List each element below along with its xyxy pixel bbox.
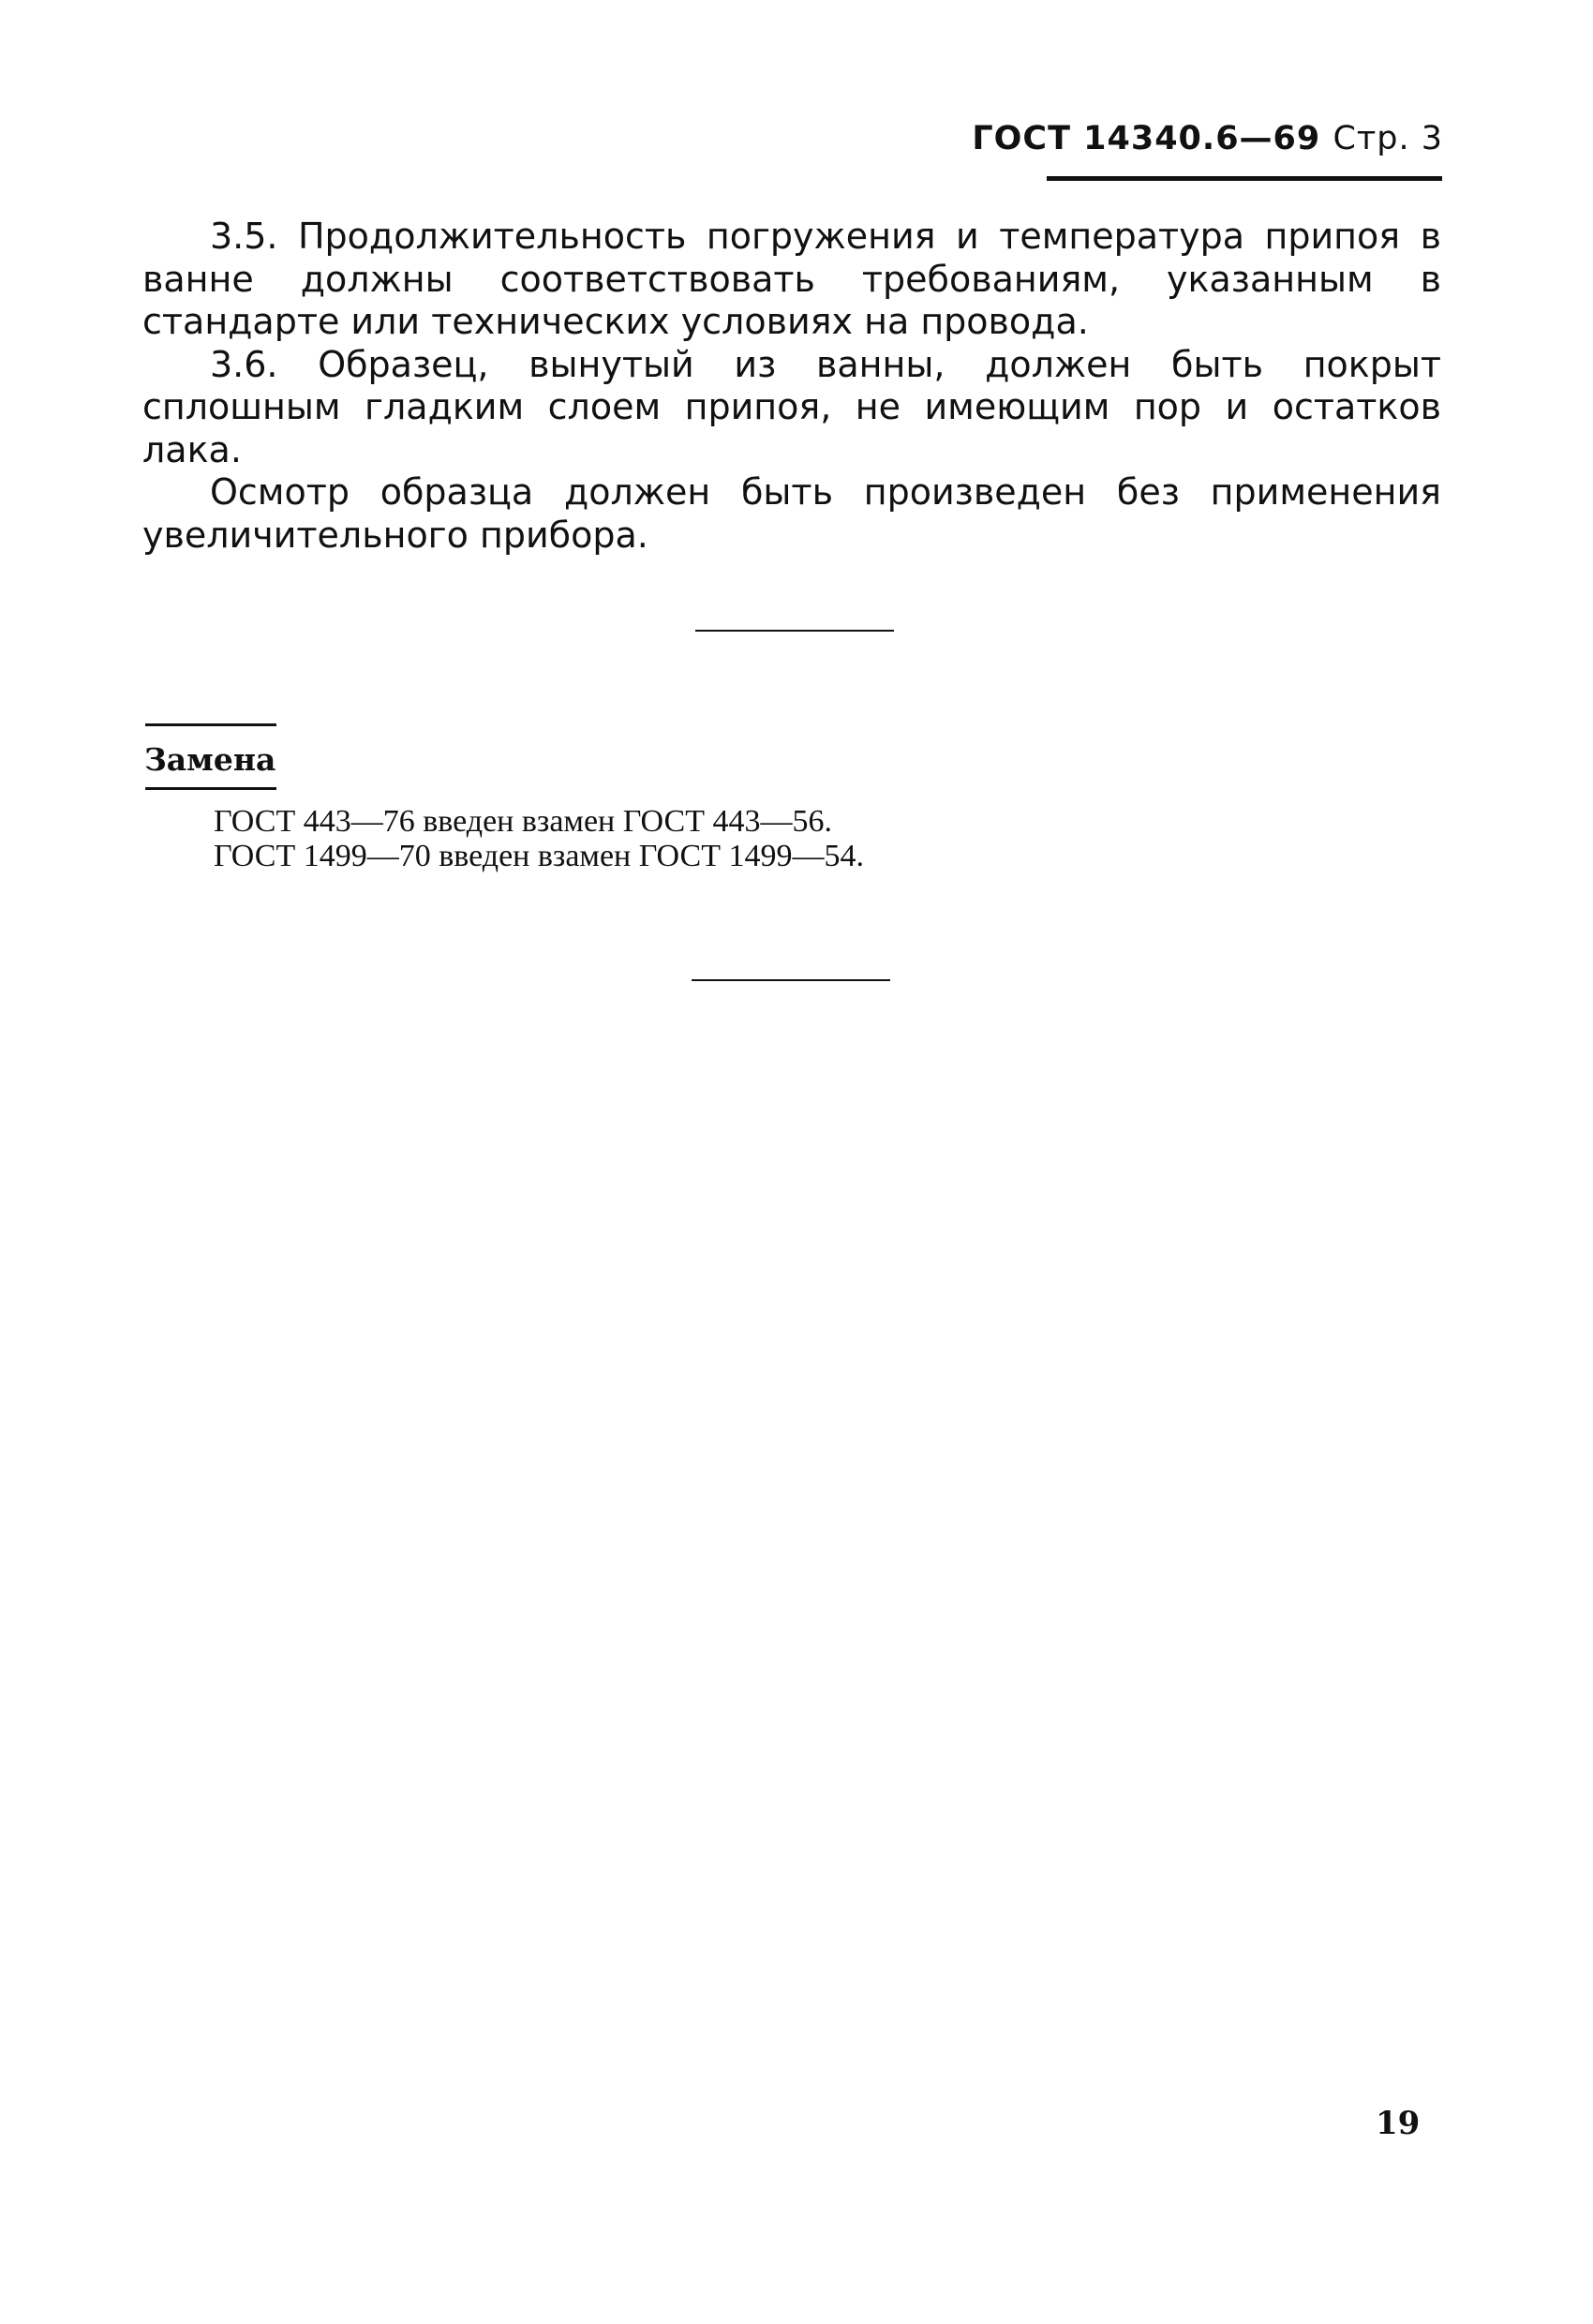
replacement-list: [214, 804, 864, 873]
page-label: Стр. 3: [1332, 120, 1443, 157]
standard-designation: ГОСТ 14340.6—69: [972, 120, 1321, 157]
paragraph-inspection: Осмотр образца должен быть произведен без применения увеличительного прибора.: [142, 471, 1441, 556]
running-header: [972, 120, 1443, 157]
paragraph-3-5: 3.5. Продолжительность погружения и температура припоя в ванне должны соответствовать требованиям, указанным в стандарте или технических условиях на провода.: [142, 216, 1441, 342]
heading-rule-top: [145, 723, 276, 726]
replacement-line: ГОСТ 443—76 введен взамен ГОСТ 443—56.: [214, 804, 832, 839]
heading-rule-bottom: [145, 787, 276, 790]
replacement-heading: Замена: [144, 741, 276, 778]
replacement-line: ГОСТ 1499—70 введен взамен ГОСТ 1499—54.: [214, 839, 864, 873]
replacement-heading-block: [142, 723, 276, 790]
body-text: [142, 216, 1441, 557]
section-divider: [695, 630, 894, 632]
paragraph-3-6: 3.6. Образец, вынутый из ванны, должен быть покрыт сплошным гладким слоем припоя, не имеющим пор и остатков лака.: [142, 343, 1441, 470]
end-divider: [692, 979, 890, 981]
header-rule: [1047, 176, 1442, 181]
page-number: 19: [1376, 2105, 1421, 2142]
